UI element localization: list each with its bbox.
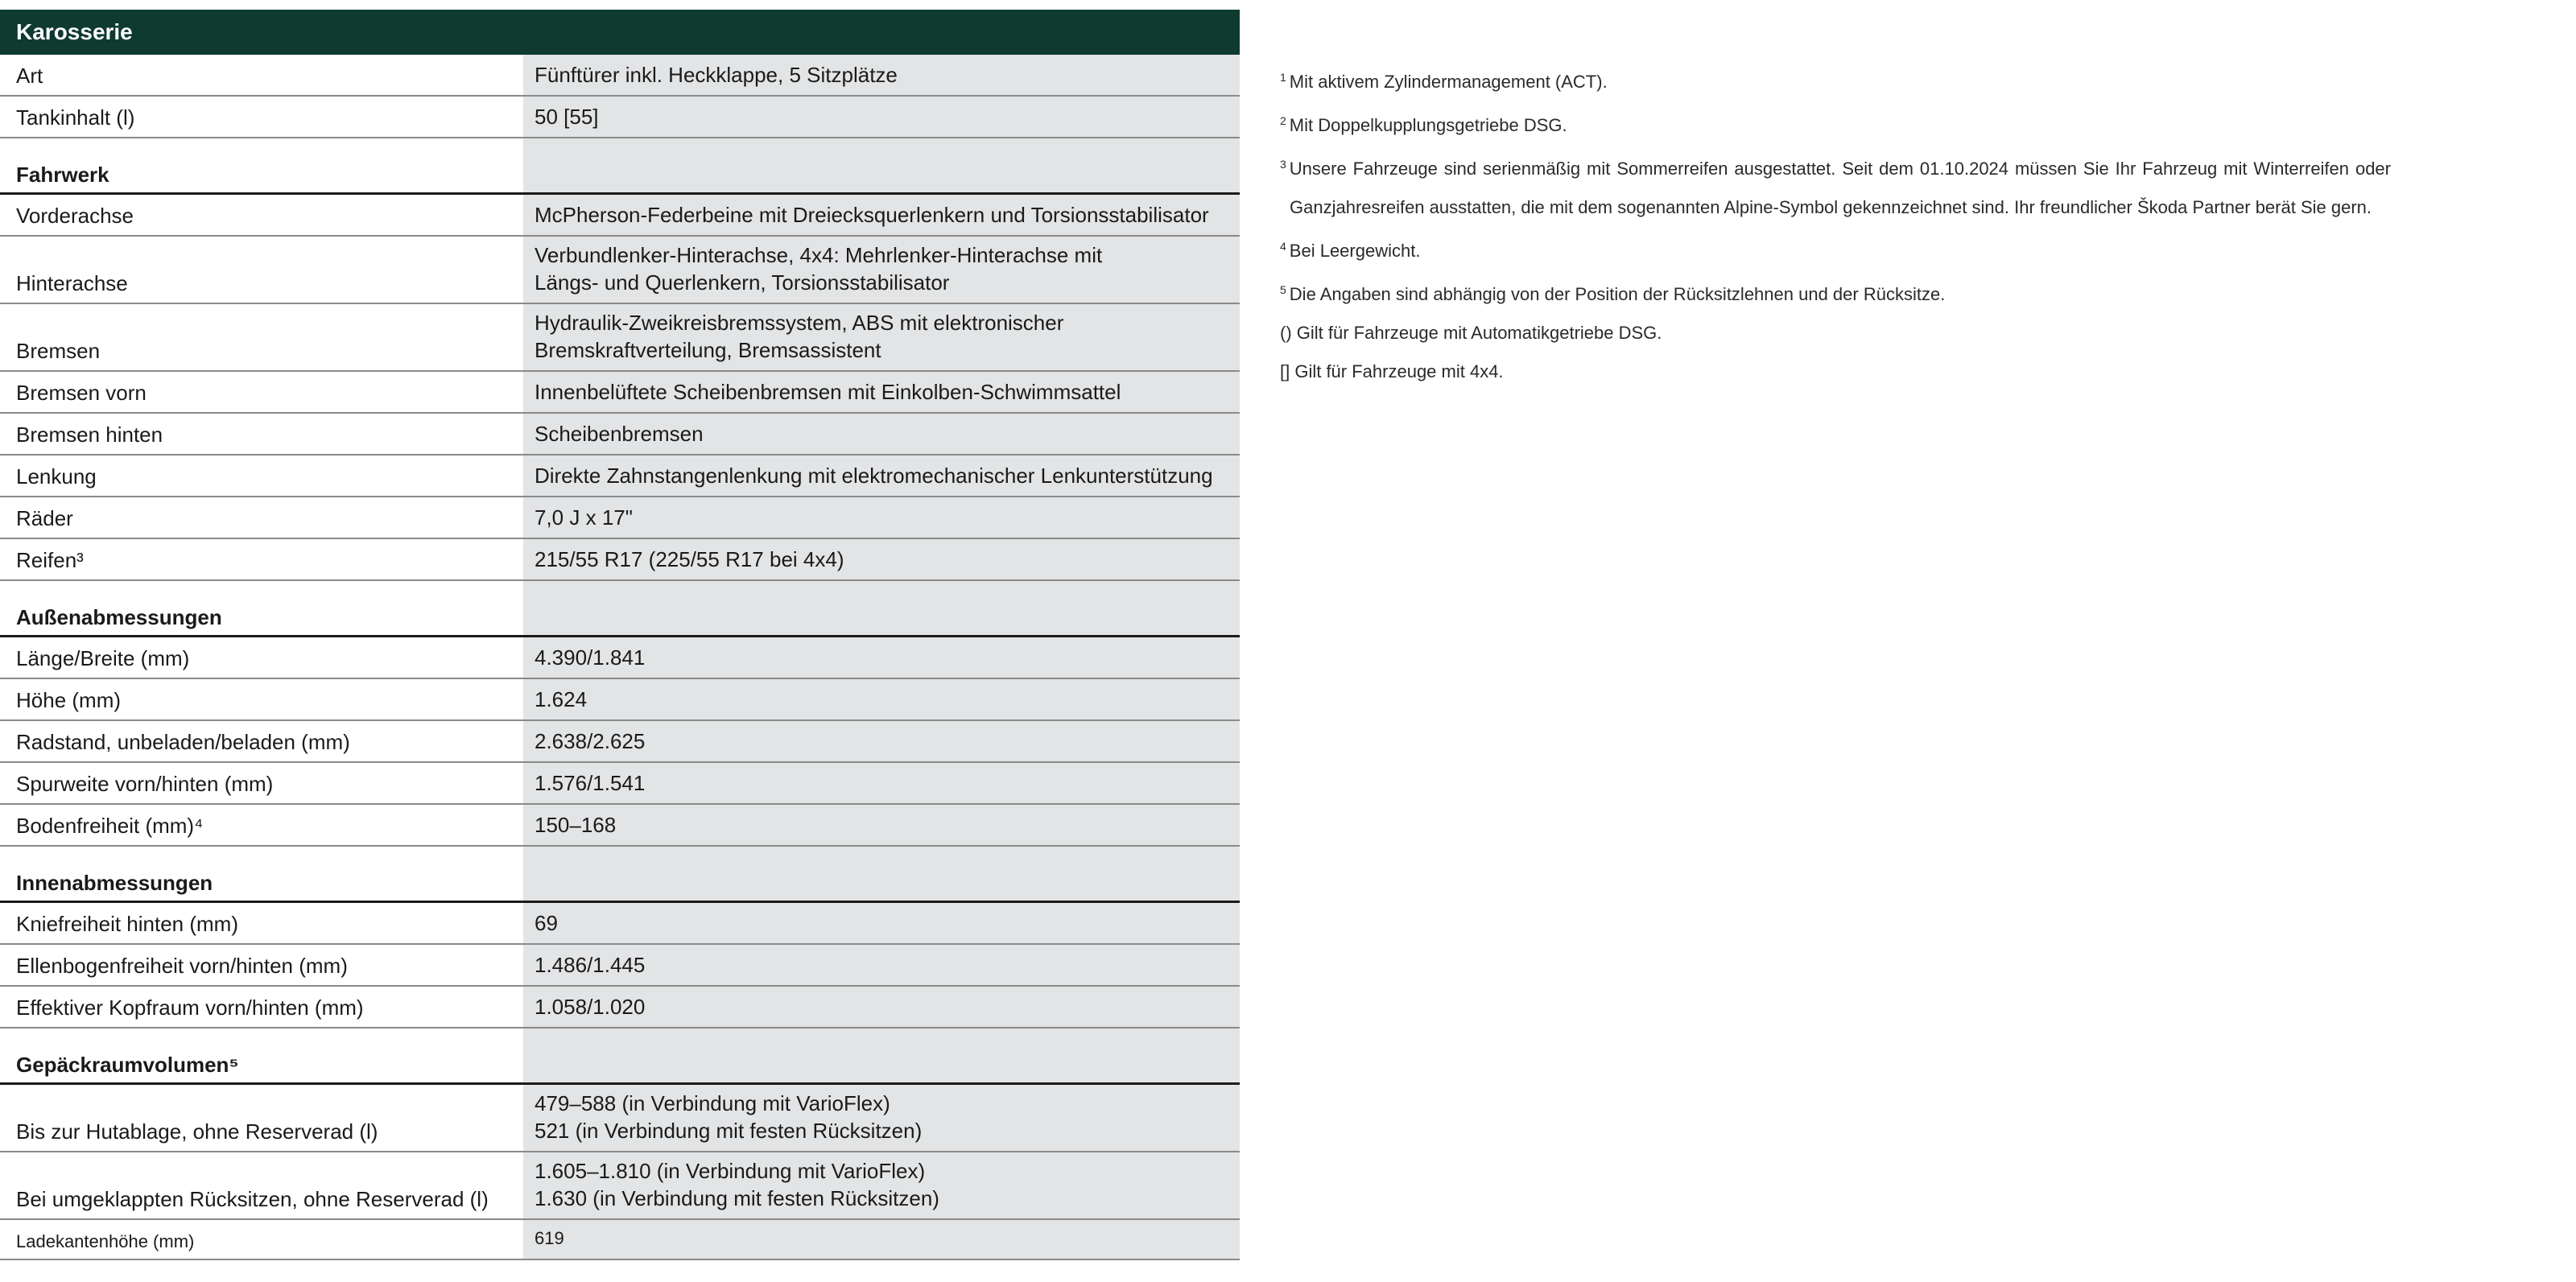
- row-label: Art: [0, 55, 522, 95]
- section-heading: Innenabmessungen: [0, 847, 522, 901]
- table-row: [0, 539, 1240, 581]
- row-value: [522, 763, 1240, 803]
- row-value-line: 2.638/2.625: [535, 729, 646, 753]
- row-value: [522, 1220, 1240, 1259]
- table-row: [0, 1152, 1240, 1220]
- row-value: [522, 456, 1240, 496]
- table-row: [0, 679, 1240, 721]
- row-value: [522, 721, 1240, 761]
- row-label: Reifen³: [0, 539, 522, 579]
- row-label: Vorderachse: [0, 195, 522, 235]
- footnote-mark: 5: [1280, 283, 1286, 296]
- row-label: Länge/Breite (mm): [0, 637, 522, 678]
- row-label: Radstand, unbeladen/beladen (mm): [0, 721, 522, 761]
- row-value-line: 150–168: [535, 813, 617, 837]
- row-value: [522, 539, 1240, 579]
- footnote: [1280, 101, 2391, 145]
- footnote-text: Die Angaben sind abhängig von der Position der Rücksitzlehnen und der Rücksitze.: [1289, 284, 1946, 304]
- row-value-line: 521 (in Verbindung mit festen Rücksitzen): [535, 1119, 923, 1143]
- table-row: [0, 987, 1240, 1028]
- section-heading: Gepäckraumvolumen⁵: [0, 1028, 522, 1082]
- table-row: [0, 237, 1240, 304]
- table-row: [0, 97, 1240, 138]
- section-row: [0, 581, 1240, 637]
- row-value: [522, 679, 1240, 719]
- footnotes: [1280, 58, 2391, 391]
- table-row: [0, 414, 1240, 456]
- row-value: [522, 1085, 1240, 1151]
- row-value-line: Scheibenbremsen: [535, 422, 704, 446]
- table-row: [0, 1220, 1240, 1260]
- row-value-line: Verbundlenker-Hinterachse, 4x4: Mehrlenker-Hinterachse mit: [535, 243, 1103, 267]
- row-value: [522, 987, 1240, 1027]
- row-value-line: 4.390/1.841: [535, 645, 646, 670]
- row-value-line: 69: [535, 911, 558, 935]
- section-heading: Außenabmessungen: [0, 581, 522, 635]
- row-label: Bis zur Hutablage, ohne Reserverad (l): [0, 1085, 522, 1151]
- row-label: Bei umgeklappten Rücksitzen, ohne Reserverad (l): [0, 1152, 522, 1218]
- row-value-line: Direkte Zahnstangenlenkung mit elektromechanischer Lenkunterstützung: [535, 464, 1213, 488]
- footnote-text: Unsere Fahrzeuge sind serienmäßig mit Sommerreifen ausgestattet. Seit dem 01.10.2024 müssen Sie Ihr Fahrzeug mit Winterreifen oder Ganzjahresreifen ausstatten, die mit dem sogenannten Alpine-Symbol gekennzeichnet sind. Ihr freundlicher Škoda Partner berät Sie gern.: [1289, 159, 2391, 217]
- row-value-line: Längs- und Querlenkern, Torsionsstabilisator: [535, 270, 950, 295]
- row-value: [522, 1152, 1240, 1218]
- row-value: [522, 97, 1240, 137]
- footnote-text: Mit Doppelkupplungsgetriebe DSG.: [1289, 115, 1567, 135]
- table-row: [0, 372, 1240, 414]
- row-value: [522, 497, 1240, 538]
- table-row: [0, 456, 1240, 497]
- row-value-line: 479–588 (in Verbindung mit VarioFlex): [535, 1091, 890, 1115]
- row-value-line: McPherson-Federbeine mit Dreiecksquerlenkern und Torsionsstabilisator: [535, 203, 1209, 227]
- row-value: [522, 138, 1240, 192]
- table-row: [0, 304, 1240, 372]
- row-value-line: Bremskraftverteilung, Bremsassistent: [535, 338, 881, 362]
- row-value: [522, 805, 1240, 845]
- row-value: [522, 304, 1240, 370]
- row-value: [522, 903, 1240, 943]
- section-row: [0, 138, 1240, 195]
- row-value-line: Innenbelüftete Scheibenbremsen mit Einkolben-Schwimmsattel: [535, 380, 1121, 404]
- footnote-text: Bei Leergewicht.: [1289, 241, 1421, 261]
- table-row: [0, 945, 1240, 987]
- row-label: Bodenfreiheit (mm)⁴: [0, 805, 522, 845]
- row-value-line: 1.486/1.445: [535, 953, 646, 977]
- row-value: [522, 847, 1240, 901]
- footnote-mark: 4: [1280, 240, 1286, 253]
- table-row: [0, 55, 1240, 97]
- table-row: [0, 195, 1240, 237]
- row-value: [522, 1028, 1240, 1082]
- row-value: [522, 581, 1240, 635]
- row-value-line: 619: [535, 1228, 564, 1248]
- row-value: [522, 372, 1240, 412]
- row-label: Tankinhalt (l): [0, 97, 522, 137]
- row-value: [522, 945, 1240, 985]
- footnote: [1280, 352, 2391, 391]
- section-heading: Fahrwerk: [0, 138, 522, 192]
- table-row: [0, 763, 1240, 805]
- row-label: Bremsen vorn: [0, 372, 522, 412]
- row-value-line: 1.624: [535, 687, 588, 711]
- row-label: Ellenbogenfreiheit vorn/hinten (mm): [0, 945, 522, 985]
- table-row: [0, 637, 1240, 679]
- table-row: [0, 497, 1240, 539]
- table-row: [0, 903, 1240, 945]
- table-title: Karosserie: [0, 10, 1240, 55]
- row-value: [522, 414, 1240, 454]
- row-value-line: 7,0 J x 17": [535, 505, 633, 530]
- row-value-line: 1.576/1.541: [535, 771, 646, 795]
- row-value-line: 215/55 R17 (225/55 R17 bei 4x4): [535, 547, 844, 571]
- footnote-text: Mit aktivem Zylindermanagement (ACT).: [1289, 72, 1608, 92]
- footnote: [1280, 270, 2391, 314]
- row-value: [522, 237, 1240, 303]
- row-label: Bremsen: [0, 304, 522, 370]
- row-value-line: Fünftürer inkl. Heckklappe, 5 Sitzplätze: [535, 63, 898, 87]
- footnote-mark: 2: [1280, 114, 1286, 127]
- row-label: Ladekantenhöhe (mm): [0, 1220, 522, 1259]
- row-label: Räder: [0, 497, 522, 538]
- footnote-text: [] Gilt für Fahrzeuge mit 4x4.: [1280, 361, 1504, 381]
- row-value: [522, 195, 1240, 235]
- row-label: Effektiver Kopfraum vorn/hinten (mm): [0, 987, 522, 1027]
- footnote-mark: 1: [1280, 71, 1286, 84]
- footnote-text: () Gilt für Fahrzeuge mit Automatikgetriebe DSG.: [1280, 323, 1662, 343]
- footnote: [1280, 145, 2391, 227]
- table-row: [0, 805, 1240, 847]
- footnote: [1280, 227, 2391, 270]
- spec-table: [0, 10, 1240, 1260]
- row-value-line: Hydraulik-Zweikreisbremssystem, ABS mit elektronischer: [535, 311, 1064, 335]
- table-row: [0, 1085, 1240, 1152]
- section-row: [0, 1028, 1240, 1085]
- row-label: Lenkung: [0, 456, 522, 496]
- row-value-line: 1.630 (in Verbindung mit festen Rücksitzen): [535, 1186, 939, 1210]
- table-rows: [0, 55, 1240, 1260]
- footnote: [1280, 314, 2391, 352]
- row-value: [522, 55, 1240, 95]
- row-label: Hinterachse: [0, 237, 522, 303]
- row-label: Höhe (mm): [0, 679, 522, 719]
- row-label: Bremsen hinten: [0, 414, 522, 454]
- footnote: [1280, 58, 2391, 101]
- row-value: [522, 637, 1240, 678]
- footnote-mark: 3: [1280, 158, 1286, 171]
- row-label: Spurweite vorn/hinten (mm): [0, 763, 522, 803]
- row-value-line: 1.605–1.810 (in Verbindung mit VarioFlex): [535, 1159, 926, 1183]
- row-value-line: 50 [55]: [535, 105, 599, 129]
- section-row: [0, 847, 1240, 903]
- table-row: [0, 721, 1240, 763]
- row-value-line: 1.058/1.020: [535, 995, 646, 1019]
- row-label: Kniefreiheit hinten (mm): [0, 903, 522, 943]
